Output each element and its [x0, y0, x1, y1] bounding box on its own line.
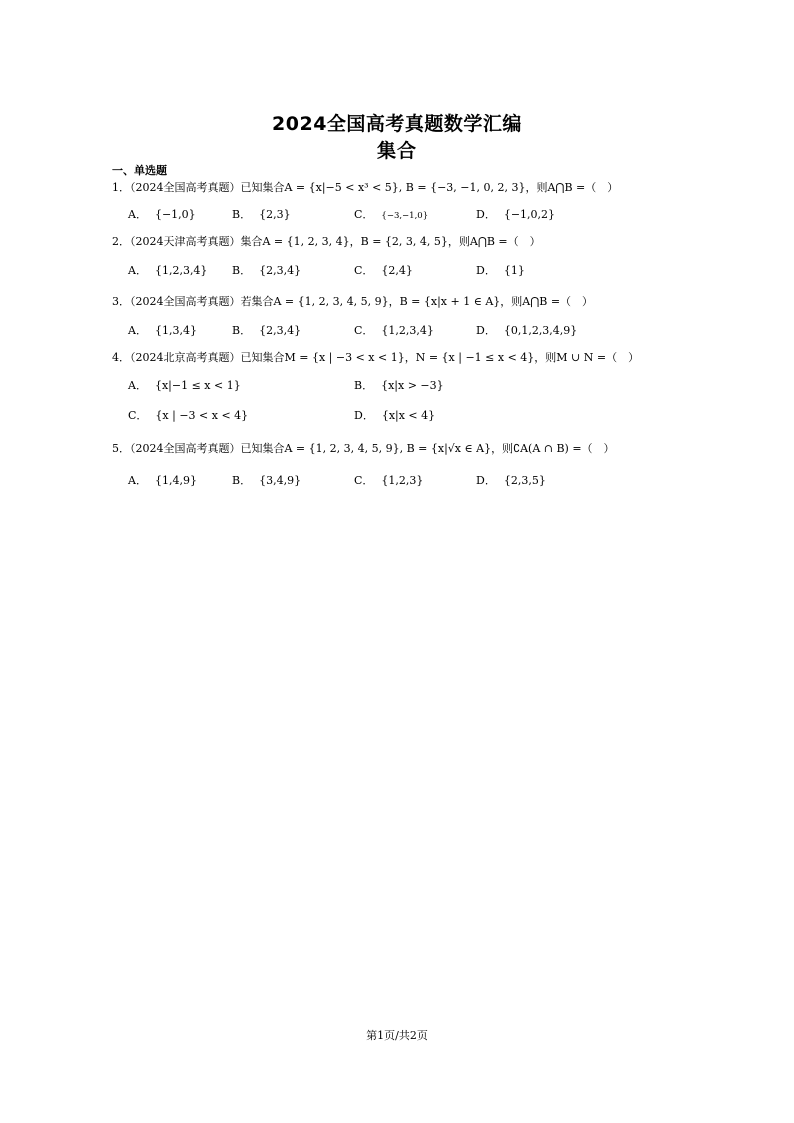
- question-3-option-a: [128, 323, 197, 339]
- option-text: {1,2,3,4}: [154, 264, 208, 277]
- question-4-option-b: [354, 378, 444, 394]
- question-2-option-b: [232, 263, 301, 279]
- option-letter: C．: [354, 208, 374, 221]
- question-2-stem: 2．（2024天津高考真题）集合A = {1, 2, 3, 4}，B = {2, 3, 4, 5}，则A⋂B =（ ）: [112, 235, 541, 248]
- option-text: {2,3}: [259, 208, 291, 221]
- option-text: {−1,0,2}: [503, 208, 556, 221]
- option-letter: B．: [354, 379, 374, 392]
- question-3-option-c: [354, 323, 434, 339]
- option-text: {1,2,3,4}: [381, 324, 434, 337]
- question-5-option-d: [476, 473, 546, 489]
- option-letter: B．: [232, 474, 252, 487]
- option-text: {0,1,2,3,4,9}: [503, 324, 578, 337]
- option-text: {1,2,3}: [381, 474, 424, 487]
- option-letter: A．: [128, 379, 147, 392]
- option-letter: A．: [128, 208, 147, 221]
- option-text: {1,3,4}: [154, 324, 197, 337]
- question-2-option-d: [476, 263, 525, 279]
- option-letter: C．: [354, 264, 374, 277]
- option-text: {1,4,9}: [154, 474, 197, 487]
- option-letter: C．: [354, 474, 374, 487]
- option-text: {x | −3 < x < 4}: [155, 409, 249, 422]
- question-4-option-c: [128, 408, 248, 424]
- option-letter: D．: [476, 324, 496, 337]
- option-letter: B．: [232, 324, 252, 337]
- option-letter: A．: [128, 264, 147, 277]
- question-2-option-c: [354, 263, 413, 279]
- question-3-option-d: [476, 323, 577, 339]
- question-3-stem: 3．（2024全国高考真题）若集合A = {1, 2, 3, 4, 5, 9}，B = {x|x + 1 ∈ A}，则A⋂B =（ ）: [112, 295, 594, 308]
- option-text: {2,4}: [381, 264, 413, 277]
- option-text: {2,3,4}: [259, 324, 302, 337]
- question-4-option-d: [354, 408, 435, 424]
- option-letter: A．: [128, 474, 147, 487]
- option-text: {x|x > −3}: [381, 379, 444, 392]
- option-letter: D．: [476, 264, 496, 277]
- question-1-option-c: [354, 207, 428, 224]
- page-subtitle: 集合: [376, 140, 417, 162]
- page-title: 2024全国高考真题数学汇编: [272, 113, 522, 135]
- option-letter: C．: [354, 324, 374, 337]
- option-letter: D．: [354, 409, 374, 422]
- option-text: {x|−1 ≤ x < 1}: [154, 379, 241, 392]
- section-heading: 一、单选题: [112, 164, 167, 177]
- question-4-option-a: [128, 378, 241, 394]
- option-text: {3,4,9}: [259, 474, 302, 487]
- option-text: {−3,−1,0}: [381, 211, 429, 221]
- option-text: {2,3,5}: [503, 474, 546, 487]
- question-2-option-a: [128, 263, 207, 279]
- question-1-option-d: [476, 207, 555, 223]
- question-4-stem: 4．（2024北京高考真题）已知集合M = {x | −3 < x < 1}，N = {x | −1 ≤ x < 4}，则M ∪ N =（ ）: [112, 351, 640, 364]
- option-text: {1}: [503, 264, 525, 277]
- option-letter: C．: [128, 409, 148, 422]
- option-letter: D．: [476, 474, 496, 487]
- question-1-option-b: [232, 207, 291, 223]
- question-1-option-a: [128, 207, 196, 223]
- option-text: {x|x < 4}: [381, 409, 436, 422]
- page-footer: 第1页/共2页: [366, 1029, 428, 1042]
- option-letter: D．: [476, 208, 496, 221]
- option-text: {2,3,4}: [259, 264, 302, 277]
- option-letter: B．: [232, 208, 252, 221]
- question-3-option-b: [232, 323, 301, 339]
- option-letter: A．: [128, 324, 147, 337]
- question-1-stem: 1．（2024全国高考真题）已知集合A = {x|−5 < x³ < 5}, B = {−3, −1, 0, 2, 3}，则A⋂B =（ ）: [112, 181, 619, 194]
- question-5-option-a: [128, 473, 197, 489]
- question-5-option-b: [232, 473, 301, 489]
- question-5-stem: 5．（2024全国高考真题）已知集合A = {1, 2, 3, 4, 5, 9}, B = {x|√x ∈ A}，则∁A(A ∩ B) =（ ）: [112, 442, 615, 455]
- option-letter: B．: [232, 264, 252, 277]
- option-text: {−1,0}: [154, 208, 196, 221]
- question-5-option-c: [354, 473, 423, 489]
